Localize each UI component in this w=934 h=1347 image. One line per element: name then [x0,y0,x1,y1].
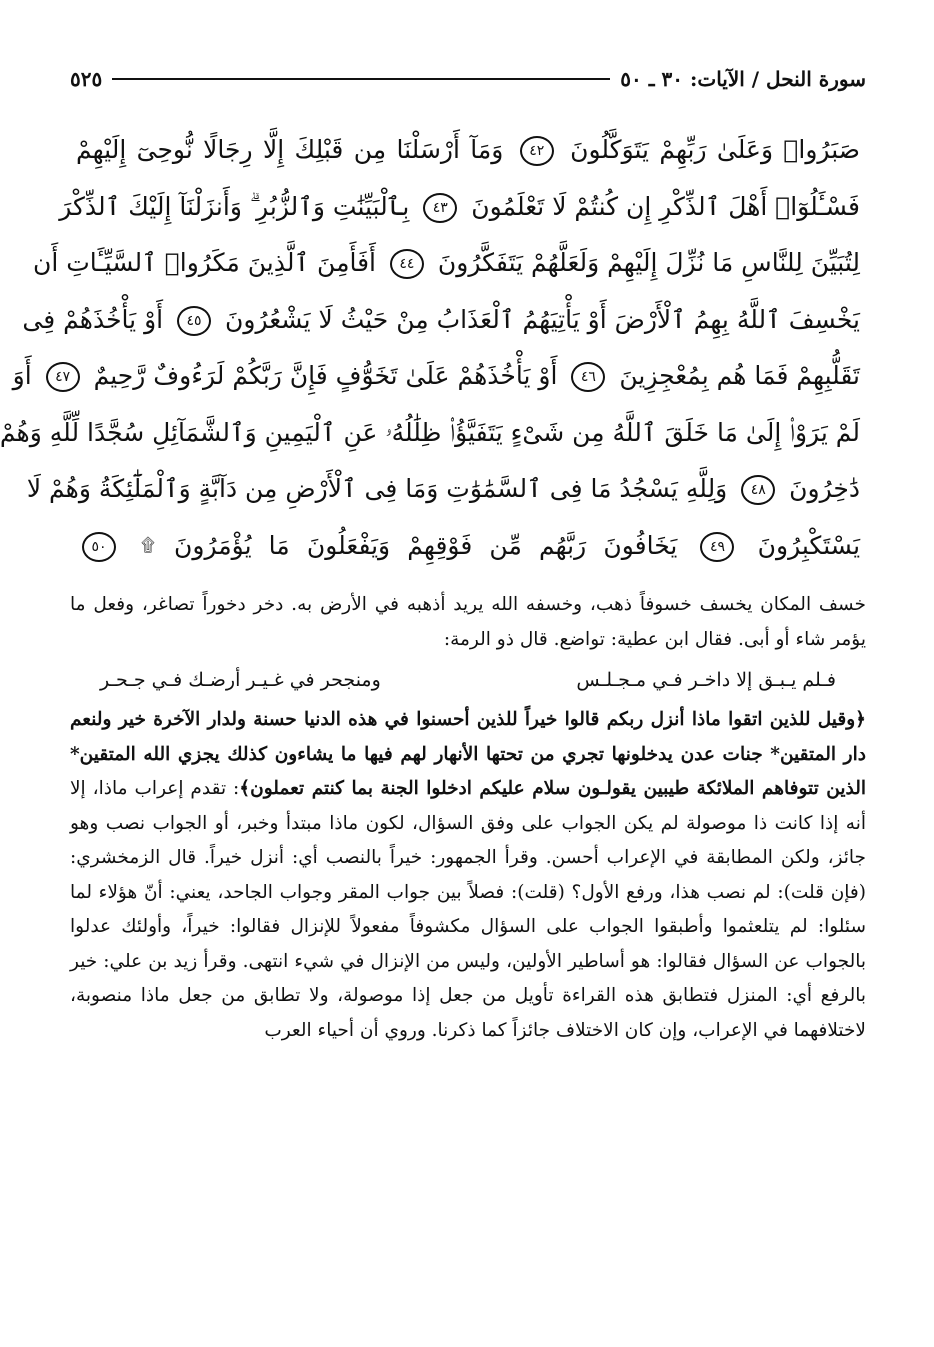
page-number: ٥٢٥ [70,67,103,91]
verse-text: دَٰخِرُونَ [789,474,860,503]
verse-line [22,292,860,349]
commentary-paragraph-1: خسف المكان يخسف خسوفاً ذهب، وخسفه الله يريد أذهبه في الأرض به. دخر دخوراً تصاغر، وفعل ما يؤمر شاء أو أبى. فقال ابن عطية: تواضع. قال ذو الرمة: [70,594,866,650]
book-page [0,62,866,1292]
quran-verses [0,122,866,574]
verse-text: تَقَلُّبِهِمْ فَمَا هُم بِمُعْجِزِينَ [619,361,860,390]
commentary [70,588,866,1048]
verse-number-marker: ٤٦ [571,362,605,392]
verse-number-marker: ٤٤ [390,249,424,279]
verse-line [76,518,860,575]
verse-text: يَسْتَكْبِرُونَ [757,530,861,560]
verse-text: أَوَ [12,361,32,390]
verse-number-marker: ٤٨ [741,475,775,505]
verse-text: لِتُبَيِّنَ لِلنَّاسِ مَا نُزِّلَ إِلَيْهِمْ وَلَعَلَّهُمْ يَتَفَكَّرُونَ [437,248,860,277]
verse-text: لَمْ يَرَوْا۟ إِلَىٰ مَا خَلَقَ ٱللَّهُ مِن شَىْءٍ يَتَفَيَّؤُا۟ ظِلَٰلُهُۥ عَنِ ٱلْيَمِينِ وَٱلشَّمَآئِلِ سُجَّدًا لِّلَّهِ وَهُمْ [0,417,860,447]
verse-text: صَبَرُوا۟ وَعَلَىٰ رَبِّهِمْ يَتَوَكَّلُونَ [570,135,860,164]
verse-number-marker: ٤٩ [700,532,734,562]
running-title: سورة النحل / الآيات: ٣٠ ـ ٥٠ [620,67,866,91]
verse-text: وَلِلَّهِ يَسْجُدُ مَا فِى ٱلسَّمَٰوَٰتِ وَمَا فِى ٱلْأَرْضِ مِن دَآبَّةٍ وَٱلْمَلَٰٓئِكَةُ وَهُمْ لَا [26,474,728,503]
verse-number-marker: ٤٣ [423,193,457,223]
verse-number-marker: ٥٠ [82,532,116,562]
verse-line [32,235,860,292]
verse-text: وَمَآ أَرْسَلْنَا مِن قَبْلِكَ إِلَّا رِجَالًا نُّوحِىٓ إِلَيْهِمْ [76,135,504,164]
poem-verse [70,657,866,703]
verse-number-marker: ٤٢ [520,136,554,166]
poem-second-hemistich: ومنجحر في غـيـر أرضـك فـي جـحـر [100,669,381,691]
verse-text: أَوْ يَأْخُذَهُمْ عَلَىٰ تَخَوُّفٍ فَإِنَّ رَبَّكُمْ لَرَءُوفٌ رَّحِيمٌ [93,361,558,390]
sajda-icon: ۩ [141,535,155,557]
verse-text: بِٱلْبَيِّنَٰتِ وَٱلزُّبُرِ ۗ وَأَنزَلْنَآ إِلَيْكَ ٱلذِّكْرَ [59,191,410,221]
verse-text: يَخْسِفَ ٱللَّهُ بِهِمُ ٱلْأَرْضَ أَوْ يَأْتِيَهُمُ ٱلْعَذَابُ مِنْ حَيْثُ لَا يَشْعُرُونَ [225,304,860,334]
commentary-text: : تقدم إعراب ماذا، إلا أنه إذا كانت ذا موصولة لم يكن الجواب على وفق السؤال، لكون ماذا مبتدأ وخبر، أو الجواب نصب وهو جائز، ولكن المطابقة في الإعراب أحسن. وقرأ الجمهور: خيراً بالنصب أي: أنزل خيراً. قال الزمخشري: (فإن قلت): لم نصب هذا، ورفع الأول؟ (قلت): فصلاً بين جواب المقر وجواب الجاحد، يعني: أنّ هؤلاء لما سئلوا: لم يتلعثموا وأطبقوا الجواب على السؤال مكشوفاً مفعولاً للإنزال فقالوا: خيراً، وأولئك عدلوا بالجواب عن السؤال فقالوا: هو أساطير الأولين، وليس من الإنزال في شيء انتهى. وقرأ زيد بن علي: خير بالرفع أي: المنزل فتطابق هذه القراءة تأويل من جعل إذا موصولة، ولا تطابق من جعل ماذا منصوبة، لاختلافهما في الإعراب، وإن كان الاختلاف جائزاً كما ذكرنا. وروي أن أحياء العرب [70,778,866,1041]
verse-line [59,179,860,236]
verse-text: فَسْـَٔلُوٓا۟ أَهْلَ ٱلذِّكْرِ إِن كُنتُمْ لَا تَعْلَمُونَ [471,191,860,221]
verse-line [26,461,860,518]
verse-number-marker: ٤٥ [177,306,211,336]
commentary-paragraph-2 [70,703,866,1048]
verse-number-marker: ٤٧ [46,362,80,392]
quoted-verses: ﴿وقيل للذين اتقوا ماذا أنزل ربكم قالوا خيراً للذين أحسنوا في هذه الدنيا حسنة ولدار الآخرة خير ولنعم دار المتقين* جنات عدن يدخلونها تجري من تحتها الأنهار لهم فيها ما يشاءون كذلك يجزي الله المتقين* الذين تتوفاهم الملائكة طيبين يقولـون سلام عليكم ادخلوا الجنة بما كنتم تعملون﴾ [70,709,866,799]
verse-line [0,405,860,462]
header-rule [112,78,610,80]
verse-line [12,348,860,405]
verse-text: أَفَأَمِنَ ٱلَّذِينَ مَكَرُوا۟ ٱلسَّيِّـَٔاتِ أَن [32,248,376,277]
poem-first-hemistich: فـلم يـبـق إلا داخـر فـي مـجـلـس [576,669,836,691]
verse-text: أَوْ يَأْخُذَهُمْ فِى [22,304,164,334]
verse-line [76,122,860,179]
verse-text: يَخَافُونَ رَبَّهُم مِّن فَوْقِهِمْ وَيَفْعَلُونَ مَا يُؤْمَرُونَ [174,530,678,560]
page-header [70,62,866,96]
